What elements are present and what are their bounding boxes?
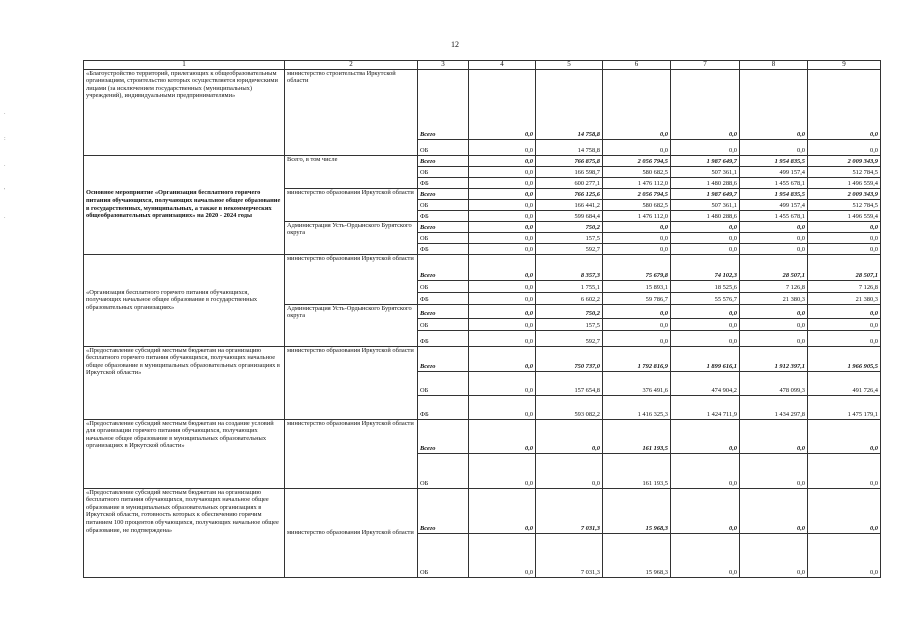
funding-source: Всего — [418, 346, 469, 371]
value-cell: 499 157,4 — [740, 199, 808, 210]
value-cell: 750,2 — [536, 304, 603, 318]
value-cell: 0,0 — [603, 304, 671, 318]
value-cell: 0,0 — [808, 232, 881, 243]
value-cell: 0,0 — [469, 304, 536, 318]
value-cell: 1 455 678,1 — [740, 177, 808, 188]
value-cell: 0,0 — [740, 232, 808, 243]
value-cell: 1 496 559,4 — [808, 177, 881, 188]
main-activity-description: Основное мероприятие «Организация бесплатного горячего питания обучающихся, получающих начальное общее образование в государственных, муниципальных, а также в некоммерческих общеобразовательных организациях» на 2020 - 2024 годы — [84, 155, 285, 254]
value-cell: 600 277,1 — [536, 177, 603, 188]
executor-cell: Администрация Усть-Ордынского Бурятского округа — [285, 221, 418, 254]
page-number: 12 — [451, 40, 459, 49]
value-cell: 507 361,1 — [671, 166, 740, 177]
value-cell: 1 899 616,1 — [671, 346, 740, 371]
value-cell: 2 056 794,5 — [603, 188, 671, 199]
value-cell: 0,0 — [603, 232, 671, 243]
funding-source: ФБ — [418, 210, 469, 221]
value-cell: 0,0 — [740, 488, 808, 533]
funding-source: ОБ — [418, 280, 469, 292]
value-cell: 8 357,3 — [536, 254, 603, 280]
value-cell: 161 193,5 — [603, 419, 671, 453]
value-cell: 59 786,7 — [603, 292, 671, 304]
value-cell: 1 424 711,9 — [671, 395, 740, 419]
value-cell: 599 684,4 — [536, 210, 603, 221]
funding-source: ОБ — [418, 533, 469, 577]
header-cell: 9 — [808, 61, 881, 70]
activity-description: «Благоустройство территорий, прилегающих к общеобразовательным организациям, строительство которых осуществляется юридическими лицами (за исключением государственных (муниципальных) учреждений), индивидуальными предпринимателями» — [84, 69, 285, 155]
funding-source: Всего — [418, 419, 469, 453]
funding-source: ФБ — [418, 292, 469, 304]
funding-source: ОБ — [418, 318, 469, 330]
value-cell: 166 598,7 — [536, 166, 603, 177]
value-cell: 0,0 — [469, 199, 536, 210]
funding-source: ФБ — [418, 395, 469, 419]
value-cell: 7 126,8 — [740, 280, 808, 292]
value-cell: 0,0 — [808, 243, 881, 254]
value-cell: 1 755,1 — [536, 280, 603, 292]
value-cell: 474 904,2 — [671, 371, 740, 395]
value-cell: 2 009 343,9 — [808, 188, 881, 199]
funding-source: ФБ — [418, 243, 469, 254]
executor-cell: министерство образования Иркутской области — [285, 419, 418, 488]
value-cell: 580 682,5 — [603, 166, 671, 177]
value-cell: 1 476 112,0 — [603, 177, 671, 188]
value-cell: 0,0 — [469, 155, 536, 166]
value-cell: 28 507,1 — [740, 254, 808, 280]
value-cell: 21 380,3 — [808, 292, 881, 304]
value-cell: 0,0 — [469, 346, 536, 371]
table-row — [84, 69, 881, 139]
value-cell: 592,7 — [536, 243, 603, 254]
value-cell: 15 968,3 — [603, 488, 671, 533]
value-cell: 512 784,5 — [808, 199, 881, 210]
value-cell: 0,0 — [469, 453, 536, 488]
value-cell: 0,0 — [671, 453, 740, 488]
value-cell: 0,0 — [603, 221, 671, 232]
value-cell: 1 496 559,4 — [808, 210, 881, 221]
value-cell: 0,0 — [469, 139, 536, 155]
value-cell: 0,0 — [469, 254, 536, 280]
value-cell: 0,0 — [469, 280, 536, 292]
value-cell: 0,0 — [808, 330, 881, 346]
value-cell: 0,0 — [671, 318, 740, 330]
value-cell: 0,0 — [469, 533, 536, 577]
value-cell: 1 434 297,8 — [740, 395, 808, 419]
value-cell: 14 758,8 — [536, 139, 603, 155]
value-cell: 592,7 — [536, 330, 603, 346]
header-cell: 2 — [285, 61, 418, 70]
value-cell: 0,0 — [740, 330, 808, 346]
value-cell: 74 102,3 — [671, 254, 740, 280]
value-cell: 0,0 — [469, 188, 536, 199]
value-cell: 1 480 288,6 — [671, 177, 740, 188]
value-cell: 0,0 — [671, 488, 740, 533]
value-cell: 1 954 835,5 — [740, 188, 808, 199]
margin-mark: . — [4, 110, 6, 116]
value-cell: 18 525,6 — [671, 280, 740, 292]
value-cell: 0,0 — [671, 221, 740, 232]
value-cell: 15 893,1 — [603, 280, 671, 292]
value-cell: 0,0 — [469, 395, 536, 419]
value-cell: 0,0 — [469, 243, 536, 254]
funding-source: Всего — [418, 69, 469, 139]
margin-mark: ' — [4, 188, 6, 194]
value-cell: 157,5 — [536, 232, 603, 243]
margin-mark: . — [4, 214, 6, 220]
value-cell: 1 455 678,1 — [740, 210, 808, 221]
value-cell: 478 099,3 — [740, 371, 808, 395]
value-cell: 157 654,8 — [536, 371, 603, 395]
header-row — [84, 61, 881, 70]
margin-mark: : — [4, 136, 6, 142]
value-cell: 0,0 — [469, 419, 536, 453]
value-cell: 507 361,1 — [671, 199, 740, 210]
value-cell: 55 576,7 — [671, 292, 740, 304]
value-cell: 28 507,1 — [808, 254, 881, 280]
header-cell: 1 — [84, 61, 285, 70]
executor-cell: министерство строительства Иркутской области — [285, 69, 418, 155]
header-cell: 6 — [603, 61, 671, 70]
value-cell: 0,0 — [808, 221, 881, 232]
value-cell: 1 476 112,0 — [603, 210, 671, 221]
value-cell: 0,0 — [808, 304, 881, 318]
value-cell: 0,0 — [740, 221, 808, 232]
value-cell: 499 157,4 — [740, 166, 808, 177]
table-row — [84, 155, 881, 166]
header-cell: 7 — [671, 61, 740, 70]
value-cell: 0,0 — [603, 318, 671, 330]
value-cell: 0,0 — [671, 330, 740, 346]
value-cell: 766 875,8 — [536, 155, 603, 166]
funding-source: Всего — [418, 221, 469, 232]
value-cell: 75 679,8 — [603, 254, 671, 280]
funding-source: ОБ — [418, 199, 469, 210]
value-cell: 376 491,6 — [603, 371, 671, 395]
value-cell: 0,0 — [469, 210, 536, 221]
header-cell: 5 — [536, 61, 603, 70]
value-cell: 0,0 — [740, 69, 808, 139]
funding-source: Всего — [418, 488, 469, 533]
activity-description: «Предоставление субсидий местным бюджетам на организацию бесплатного питания обучающихся, получающих начальное общее образование в муниципальных образовательных организациях в Иркутской области, готовность которых к обеспечению горячим питанием 100 процентов обучающихся, получающих начальное общее образование, не подтверждена» — [84, 488, 285, 577]
value-cell: 1 416 325,3 — [603, 395, 671, 419]
activity-description: «Предоставление субсидий местным бюджетам на создание условий для организации горячего питания обучающихся, получающих начальное общее образование в муниципальных образовательных организациях в Иркутской области» — [84, 419, 285, 488]
value-cell: 0,0 — [808, 69, 881, 139]
funding-source: ФБ — [418, 177, 469, 188]
table-row — [84, 346, 881, 371]
value-cell: 7 031,3 — [536, 533, 603, 577]
value-cell: 0,0 — [671, 139, 740, 155]
funding-source: Всего — [418, 304, 469, 318]
executor-cell: министерство образования Иркутской области — [285, 188, 418, 221]
value-cell: 0,0 — [536, 419, 603, 453]
value-cell: 0,0 — [469, 330, 536, 346]
value-cell: 0,0 — [808, 488, 881, 533]
header-cell: 8 — [740, 61, 808, 70]
value-cell: 491 726,4 — [808, 371, 881, 395]
value-cell: 1 792 816,9 — [603, 346, 671, 371]
value-cell: 750 737,0 — [536, 346, 603, 371]
funding-source: ФБ — [418, 330, 469, 346]
value-cell: 0,0 — [671, 232, 740, 243]
funding-source: ОБ — [418, 371, 469, 395]
value-cell: 1 987 649,7 — [671, 188, 740, 199]
value-cell: 0,0 — [808, 139, 881, 155]
value-cell: 750,2 — [536, 221, 603, 232]
value-cell: 2 009 343,9 — [808, 155, 881, 166]
value-cell: 0,0 — [740, 318, 808, 330]
header-cell: 4 — [469, 61, 536, 70]
value-cell: 0,0 — [671, 533, 740, 577]
funding-source: Всего — [418, 188, 469, 199]
value-cell: 0,0 — [671, 69, 740, 139]
value-cell: 0,0 — [469, 232, 536, 243]
value-cell: 1 966 905,5 — [808, 346, 881, 371]
value-cell: 7 126,8 — [808, 280, 881, 292]
funding-source: ОБ — [418, 232, 469, 243]
header-cell: 3 — [418, 61, 469, 70]
value-cell: 0,0 — [740, 453, 808, 488]
value-cell: 0,0 — [603, 69, 671, 139]
value-cell: 0,0 — [740, 243, 808, 254]
value-cell: 0,0 — [603, 139, 671, 155]
value-cell: 1 987 649,7 — [671, 155, 740, 166]
table-row — [84, 488, 881, 533]
value-cell: 15 968,3 — [603, 533, 671, 577]
value-cell: 0,0 — [808, 533, 881, 577]
value-cell: 161 193,5 — [603, 453, 671, 488]
value-cell: 14 758,8 — [536, 69, 603, 139]
value-cell: 6 602,2 — [536, 292, 603, 304]
margin-marks — [4, 100, 6, 230]
value-cell: 157,5 — [536, 318, 603, 330]
value-cell: 0,0 — [469, 292, 536, 304]
funding-source: Всего — [418, 155, 469, 166]
executor-cell: министерство образования Иркутской области — [285, 488, 418, 577]
value-cell: 0,0 — [740, 304, 808, 318]
value-cell: 7 031,3 — [536, 488, 603, 533]
value-cell: 0,0 — [469, 318, 536, 330]
value-cell: 1 912 397,1 — [740, 346, 808, 371]
value-cell: 766 125,6 — [536, 188, 603, 199]
value-cell: 1 475 179,1 — [808, 395, 881, 419]
value-cell: 0,0 — [671, 304, 740, 318]
value-cell: 0,0 — [603, 330, 671, 346]
value-cell: 0,0 — [469, 488, 536, 533]
value-cell: 0,0 — [469, 371, 536, 395]
executor-cell: министерство образования Иркутской области — [285, 346, 418, 419]
value-cell: 0,0 — [740, 139, 808, 155]
value-cell: 1 954 835,5 — [740, 155, 808, 166]
value-cell: 0,0 — [469, 177, 536, 188]
value-cell: 1 480 288,6 — [671, 210, 740, 221]
executor-cell: Администрация Усть-Ордынского Бурятского округа — [285, 304, 418, 346]
value-cell: 0,0 — [469, 221, 536, 232]
table-row — [84, 254, 881, 280]
executor-cell: министерство образования Иркутской области — [285, 254, 418, 304]
value-cell: 0,0 — [603, 243, 671, 254]
value-cell: 0,0 — [469, 166, 536, 177]
value-cell: 0,0 — [536, 453, 603, 488]
value-cell: 0,0 — [808, 419, 881, 453]
margin-mark: . — [4, 162, 6, 168]
value-cell: 0,0 — [671, 419, 740, 453]
value-cell: 0,0 — [740, 533, 808, 577]
value-cell: 166 441,2 — [536, 199, 603, 210]
value-cell: 21 380,3 — [740, 292, 808, 304]
value-cell: 0,0 — [671, 243, 740, 254]
value-cell: 512 784,5 — [808, 166, 881, 177]
value-cell: 580 682,5 — [603, 199, 671, 210]
value-cell: 593 082,2 — [536, 395, 603, 419]
funding-source: ОБ — [418, 139, 469, 155]
value-cell: 0,0 — [740, 419, 808, 453]
budget-table — [83, 60, 881, 578]
funding-source: ОБ — [418, 166, 469, 177]
value-cell: 2 056 794,5 — [603, 155, 671, 166]
value-cell: 0,0 — [808, 318, 881, 330]
value-cell: 0,0 — [808, 453, 881, 488]
table-row — [84, 419, 881, 453]
funding-source: Всего — [418, 254, 469, 280]
executor-cell: Всего, в том числе — [285, 155, 418, 188]
value-cell: 0,0 — [469, 69, 536, 139]
activity-description: «Предоставление субсидий местным бюджетам на организацию бесплатного горячего питания обучающихся, получающих начальное общее образование в муниципальных образовательных организациях в Иркутской области» — [84, 346, 285, 419]
activity-description: «Организация бесплатного горячего питания обучающихся, получающих начальное общее образование в государственных образовательных организациях» — [84, 254, 285, 346]
funding-source: ОБ — [418, 453, 469, 488]
